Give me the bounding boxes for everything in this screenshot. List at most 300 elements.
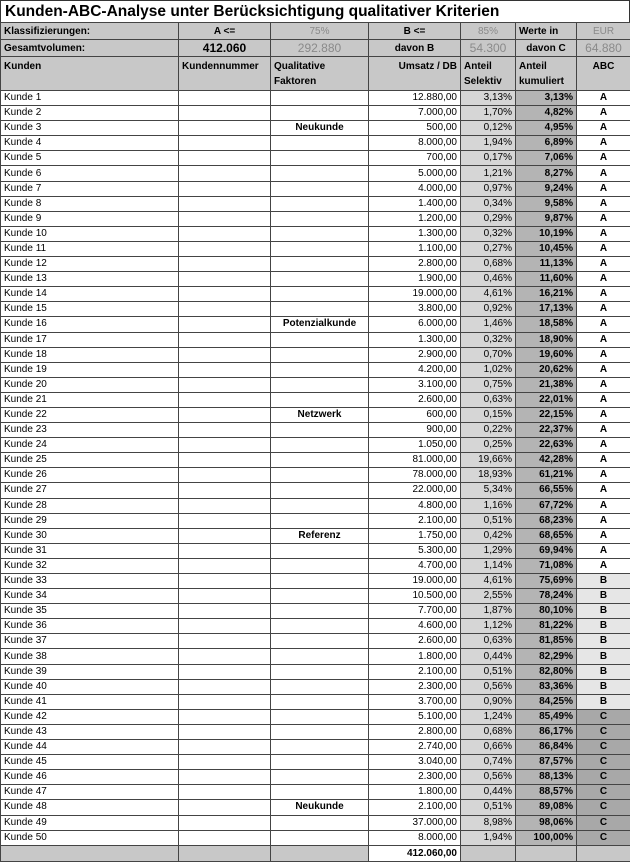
customer-name[interactable]: Kunde 16 <box>1 317 179 332</box>
customer-number[interactable] <box>179 423 271 438</box>
customer-number[interactable] <box>179 815 271 830</box>
revenue[interactable]: 4.000,00 <box>369 181 461 196</box>
table-row <box>1 166 630 181</box>
abc-class: A <box>577 513 630 528</box>
qualitative-factor[interactable] <box>271 589 369 604</box>
revenue[interactable]: 2.300,00 <box>369 770 461 785</box>
customer-name[interactable]: Kunde 34 <box>1 589 179 604</box>
revenue[interactable]: 2.300,00 <box>369 679 461 694</box>
qualitative-factor[interactable] <box>271 332 369 347</box>
share-selective: 1,16% <box>461 498 516 513</box>
revenue[interactable]: 7.700,00 <box>369 604 461 619</box>
revenue[interactable]: 78.000,00 <box>369 468 461 483</box>
qualitative-factor[interactable] <box>271 151 369 166</box>
share-selective: 0,97% <box>461 181 516 196</box>
qualitative-factor[interactable] <box>271 755 369 770</box>
revenue[interactable]: 500,00 <box>369 121 461 136</box>
customer-number[interactable] <box>179 634 271 649</box>
qualitative-factor[interactable] <box>271 483 369 498</box>
customer-name[interactable]: Kunde 44 <box>1 740 179 755</box>
revenue[interactable]: 5.300,00 <box>369 543 461 558</box>
customer-name[interactable]: Kunde 2 <box>1 106 179 121</box>
abc-class: A <box>577 226 630 241</box>
revenue[interactable]: 7.000,00 <box>369 106 461 121</box>
revenue[interactable]: 700,00 <box>369 151 461 166</box>
customer-name[interactable]: Kunde 10 <box>1 226 179 241</box>
qualitative-factor[interactable] <box>271 498 369 513</box>
col-cum-line1: Anteil <box>519 61 547 72</box>
customer-name[interactable]: Kunde 12 <box>1 257 179 272</box>
share-cumulative: 86,17% <box>516 724 577 739</box>
qualitative-factor[interactable] <box>271 664 369 679</box>
qualitative-factor[interactable] <box>271 241 369 256</box>
c-volume: 64.880 <box>577 40 630 57</box>
qualitative-factor[interactable] <box>271 558 369 573</box>
abc-class: A <box>577 453 630 468</box>
customer-number[interactable] <box>179 468 271 483</box>
customer-number[interactable] <box>179 724 271 739</box>
revenue[interactable]: 1.100,00 <box>369 241 461 256</box>
customer-name[interactable]: Kunde 46 <box>1 770 179 785</box>
share-cumulative: 11,13% <box>516 257 577 272</box>
customer-number[interactable] <box>179 272 271 287</box>
a-threshold-label: A <= <box>179 23 271 40</box>
share-cumulative: 81,85% <box>516 634 577 649</box>
share-cumulative: 81,22% <box>516 619 577 634</box>
table-row <box>1 785 630 800</box>
table-row <box>1 815 630 830</box>
customer-name[interactable]: Kunde 35 <box>1 604 179 619</box>
share-selective: 0,56% <box>461 770 516 785</box>
share-cumulative: 16,21% <box>516 287 577 302</box>
qualitative-factor[interactable] <box>271 438 369 453</box>
share-selective: 0,51% <box>461 664 516 679</box>
qualitative-factor[interactable] <box>271 513 369 528</box>
customer-number[interactable] <box>179 770 271 785</box>
customer-name[interactable]: Kunde 42 <box>1 709 179 724</box>
revenue[interactable]: 1.750,00 <box>369 528 461 543</box>
customer-name[interactable]: Kunde 3 <box>1 121 179 136</box>
share-selective: 0,15% <box>461 407 516 422</box>
table-row <box>1 709 630 724</box>
customer-number[interactable] <box>179 302 271 317</box>
qualitative-factor[interactable] <box>271 211 369 226</box>
customer-name[interactable]: Kunde 4 <box>1 136 179 151</box>
qualitative-factor[interactable]: Referenz <box>271 528 369 543</box>
abc-class: B <box>577 574 630 589</box>
revenue[interactable]: 2.600,00 <box>369 634 461 649</box>
customer-name[interactable]: Kunde 22 <box>1 407 179 422</box>
customer-number[interactable] <box>179 785 271 800</box>
share-cumulative: 61,21% <box>516 468 577 483</box>
qualitative-factor[interactable] <box>271 453 369 468</box>
share-cumulative: 66,55% <box>516 483 577 498</box>
share-cumulative: 22,01% <box>516 392 577 407</box>
customer-name[interactable]: Kunde 8 <box>1 196 179 211</box>
table-row <box>1 589 630 604</box>
qualitative-factor[interactable] <box>271 785 369 800</box>
share-cumulative: 68,65% <box>516 528 577 543</box>
customer-number[interactable] <box>179 332 271 347</box>
customer-name[interactable]: Kunde 13 <box>1 272 179 287</box>
customer-name[interactable]: Kunde 17 <box>1 332 179 347</box>
customer-name[interactable]: Kunde 40 <box>1 679 179 694</box>
qualitative-factor[interactable] <box>271 574 369 589</box>
qualitative-factor[interactable] <box>271 709 369 724</box>
abc-class: B <box>577 664 630 679</box>
qualitative-factor[interactable]: Potenzialkunde <box>271 317 369 332</box>
share-selective: 0,68% <box>461 724 516 739</box>
customer-name[interactable]: Kunde 45 <box>1 755 179 770</box>
revenue[interactable]: 6.000,00 <box>369 317 461 332</box>
share-selective: 0,92% <box>461 302 516 317</box>
customer-name[interactable]: Kunde 49 <box>1 815 179 830</box>
revenue[interactable]: 3.700,00 <box>369 694 461 709</box>
customer-number[interactable] <box>179 574 271 589</box>
customer-number[interactable] <box>179 619 271 634</box>
customer-name[interactable]: Kunde 47 <box>1 785 179 800</box>
revenue[interactable]: 4.200,00 <box>369 362 461 377</box>
share-selective: 1,70% <box>461 106 516 121</box>
customer-number[interactable] <box>179 558 271 573</box>
share-selective: 4,61% <box>461 287 516 302</box>
share-cumulative: 82,80% <box>516 664 577 679</box>
revenue[interactable]: 2.900,00 <box>369 347 461 362</box>
customer-name[interactable]: Kunde 32 <box>1 558 179 573</box>
customer-number[interactable] <box>179 151 271 166</box>
revenue[interactable]: 1.800,00 <box>369 649 461 664</box>
share-selective: 0,70% <box>461 347 516 362</box>
table-row <box>1 362 630 377</box>
customer-name[interactable]: Kunde 24 <box>1 438 179 453</box>
customer-number[interactable] <box>179 755 271 770</box>
customer-number[interactable] <box>179 136 271 151</box>
qualitative-factor[interactable]: Neukunde <box>271 121 369 136</box>
revenue[interactable]: 1.400,00 <box>369 196 461 211</box>
share-cumulative: 89,08% <box>516 800 577 815</box>
abc-class: A <box>577 317 630 332</box>
customer-number[interactable] <box>179 483 271 498</box>
share-cumulative: 3,13% <box>516 91 577 106</box>
qualitative-factor[interactable] <box>271 392 369 407</box>
revenue[interactable]: 8.000,00 <box>369 830 461 845</box>
customer-number[interactable] <box>179 226 271 241</box>
abc-class: A <box>577 483 630 498</box>
share-selective: 1,21% <box>461 166 516 181</box>
qualitative-factor[interactable] <box>271 136 369 151</box>
share-cumulative: 9,87% <box>516 211 577 226</box>
qualitative-factor[interactable] <box>271 649 369 664</box>
revenue[interactable]: 2.100,00 <box>369 664 461 679</box>
customer-number[interactable] <box>179 287 271 302</box>
qualitative-factor[interactable] <box>271 543 369 558</box>
qualitative-factor[interactable] <box>271 272 369 287</box>
qualitative-factor[interactable] <box>271 166 369 181</box>
qualitative-factor[interactable] <box>271 423 369 438</box>
customer-number[interactable] <box>179 664 271 679</box>
abc-class: A <box>577 121 630 136</box>
customer-number[interactable] <box>179 498 271 513</box>
customer-number[interactable] <box>179 589 271 604</box>
revenue[interactable]: 37.000,00 <box>369 815 461 830</box>
qualitative-factor[interactable] <box>271 619 369 634</box>
a-threshold-value[interactable]: 75% <box>271 23 369 40</box>
revenue[interactable]: 8.000,00 <box>369 136 461 151</box>
customer-number[interactable] <box>179 694 271 709</box>
revenue[interactable]: 2.600,00 <box>369 392 461 407</box>
qualitative-factor[interactable] <box>271 679 369 694</box>
customer-number[interactable] <box>179 257 271 272</box>
table-row <box>1 830 630 845</box>
customer-name[interactable]: Kunde 31 <box>1 543 179 558</box>
customer-name[interactable]: Kunde 48 <box>1 800 179 815</box>
abc-class: B <box>577 619 630 634</box>
qualitative-factor[interactable] <box>271 468 369 483</box>
revenue[interactable]: 3.800,00 <box>369 302 461 317</box>
customer-number[interactable] <box>179 528 271 543</box>
qualitative-factor[interactable] <box>271 604 369 619</box>
abc-class: B <box>577 604 630 619</box>
qualitative-factor[interactable] <box>271 815 369 830</box>
table-row <box>1 106 630 121</box>
abc-table <box>0 22 630 862</box>
revenue[interactable]: 1.050,00 <box>369 438 461 453</box>
qualitative-factor[interactable] <box>271 226 369 241</box>
col-cum-line2: kumuliert <box>519 76 565 87</box>
customer-name[interactable]: Kunde 26 <box>1 468 179 483</box>
qualitative-factor[interactable] <box>271 347 369 362</box>
customer-number[interactable] <box>179 513 271 528</box>
customer-name[interactable]: Kunde 9 <box>1 211 179 226</box>
revenue[interactable]: 1.300,00 <box>369 332 461 347</box>
customer-number[interactable] <box>179 211 271 226</box>
abc-class: C <box>577 724 630 739</box>
customer-number[interactable] <box>179 241 271 256</box>
revenue[interactable]: 2.100,00 <box>369 800 461 815</box>
customer-name[interactable]: Kunde 39 <box>1 664 179 679</box>
revenue[interactable]: 2.800,00 <box>369 724 461 739</box>
currency-value[interactable]: EUR <box>577 23 630 40</box>
share-cumulative: 75,69% <box>516 574 577 589</box>
col-abc: ABC <box>577 57 630 91</box>
revenue[interactable]: 5.100,00 <box>369 709 461 724</box>
customer-number[interactable] <box>179 830 271 845</box>
customer-name[interactable]: Kunde 29 <box>1 513 179 528</box>
customer-name[interactable]: Kunde 19 <box>1 362 179 377</box>
qualitative-factor[interactable] <box>271 830 369 845</box>
customer-number[interactable] <box>179 106 271 121</box>
customer-number[interactable] <box>179 91 271 106</box>
b-threshold-value[interactable]: 85% <box>461 23 516 40</box>
qualitative-factor[interactable]: Netzwerk <box>271 407 369 422</box>
customer-name[interactable]: Kunde 38 <box>1 649 179 664</box>
share-cumulative: 9,58% <box>516 196 577 211</box>
qualitative-factor[interactable] <box>271 740 369 755</box>
revenue[interactable]: 1.300,00 <box>369 226 461 241</box>
qualitative-factor[interactable] <box>271 287 369 302</box>
customer-number[interactable] <box>179 453 271 468</box>
share-cumulative: 6,89% <box>516 136 577 151</box>
table-row <box>1 558 630 573</box>
share-selective: 0,22% <box>461 423 516 438</box>
share-cumulative: 20,62% <box>516 362 577 377</box>
customer-name[interactable]: Kunde 1 <box>1 91 179 106</box>
customer-name[interactable]: Kunde 41 <box>1 694 179 709</box>
customer-name[interactable]: Kunde 7 <box>1 181 179 196</box>
qualitative-factor[interactable] <box>271 302 369 317</box>
abc-class: B <box>577 679 630 694</box>
share-cumulative: 4,82% <box>516 106 577 121</box>
table-row <box>1 453 630 468</box>
col-umsatz: Umsatz / DB <box>369 57 461 91</box>
share-cumulative: 78,24% <box>516 589 577 604</box>
revenue[interactable]: 2.100,00 <box>369 513 461 528</box>
abc-class: A <box>577 528 630 543</box>
customer-number[interactable] <box>179 800 271 815</box>
revenue[interactable]: 4.700,00 <box>369 558 461 573</box>
revenue[interactable]: 12.880,00 <box>369 91 461 106</box>
table-row <box>1 619 630 634</box>
revenue[interactable]: 1.900,00 <box>369 272 461 287</box>
share-selective: 0,46% <box>461 272 516 287</box>
abc-class: C <box>577 709 630 724</box>
revenue[interactable]: 3.100,00 <box>369 377 461 392</box>
revenue[interactable]: 3.040,00 <box>369 755 461 770</box>
customer-number[interactable] <box>179 121 271 136</box>
revenue[interactable]: 1.200,00 <box>369 211 461 226</box>
table-row <box>1 574 630 589</box>
qualitative-factor[interactable] <box>271 91 369 106</box>
share-selective: 0,29% <box>461 211 516 226</box>
customer-name[interactable]: Kunde 36 <box>1 619 179 634</box>
revenue[interactable]: 900,00 <box>369 423 461 438</box>
customer-name[interactable]: Kunde 27 <box>1 483 179 498</box>
qualitative-factor[interactable] <box>271 196 369 211</box>
customer-number[interactable] <box>179 543 271 558</box>
customer-number[interactable] <box>179 407 271 422</box>
revenue[interactable]: 81.000,00 <box>369 453 461 468</box>
table-row <box>1 241 630 256</box>
revenue[interactable]: 1.800,00 <box>369 785 461 800</box>
revenue[interactable]: 19.000,00 <box>369 574 461 589</box>
qualitative-factor[interactable] <box>271 181 369 196</box>
table-row <box>1 740 630 755</box>
abc-class: B <box>577 694 630 709</box>
share-cumulative: 22,63% <box>516 438 577 453</box>
share-cumulative: 9,24% <box>516 181 577 196</box>
customer-name[interactable]: Kunde 15 <box>1 302 179 317</box>
customer-name[interactable]: Kunde 14 <box>1 287 179 302</box>
customer-number[interactable] <box>179 166 271 181</box>
currency-label: Werte in <box>516 23 577 40</box>
customer-number[interactable] <box>179 392 271 407</box>
customer-name[interactable]: Kunde 11 <box>1 241 179 256</box>
customer-number[interactable] <box>179 709 271 724</box>
customer-number[interactable] <box>179 740 271 755</box>
abc-class: A <box>577 166 630 181</box>
table-row <box>1 724 630 739</box>
share-cumulative: 71,08% <box>516 558 577 573</box>
customer-number[interactable] <box>179 604 271 619</box>
customer-name[interactable]: Kunde 33 <box>1 574 179 589</box>
col-sel-line1: Anteil <box>464 61 492 72</box>
qualitative-factor[interactable] <box>271 257 369 272</box>
revenue[interactable]: 19.000,00 <box>369 287 461 302</box>
qualitative-factor[interactable] <box>271 724 369 739</box>
qualitative-factor[interactable] <box>271 634 369 649</box>
abc-class: A <box>577 332 630 347</box>
share-selective: 1,12% <box>461 619 516 634</box>
abc-class: A <box>577 241 630 256</box>
abc-class: A <box>577 362 630 377</box>
customer-name[interactable]: Kunde 23 <box>1 423 179 438</box>
revenue[interactable]: 600,00 <box>369 407 461 422</box>
customer-name[interactable]: Kunde 37 <box>1 634 179 649</box>
customer-name[interactable]: Kunde 28 <box>1 498 179 513</box>
share-selective: 0,34% <box>461 196 516 211</box>
customer-name[interactable]: Kunde 18 <box>1 347 179 362</box>
revenue[interactable]: 10.500,00 <box>369 589 461 604</box>
customer-number[interactable] <box>179 362 271 377</box>
customer-number[interactable] <box>179 649 271 664</box>
col-sel-line2: Selektiv <box>464 76 502 87</box>
qualitative-factor[interactable] <box>271 106 369 121</box>
share-selective: 0,56% <box>461 679 516 694</box>
revenue[interactable]: 5.000,00 <box>369 166 461 181</box>
total-empty <box>179 845 271 861</box>
customer-number[interactable] <box>179 196 271 211</box>
revenue[interactable]: 4.600,00 <box>369 619 461 634</box>
qualitative-factor[interactable] <box>271 694 369 709</box>
share-cumulative: 88,13% <box>516 770 577 785</box>
qualitative-factor[interactable] <box>271 362 369 377</box>
table-row <box>1 513 630 528</box>
abc-class: A <box>577 196 630 211</box>
revenue[interactable]: 2.800,00 <box>369 257 461 272</box>
customer-name[interactable]: Kunde 43 <box>1 724 179 739</box>
customer-number[interactable] <box>179 347 271 362</box>
share-cumulative: 67,72% <box>516 498 577 513</box>
customer-name[interactable]: Kunde 50 <box>1 830 179 845</box>
share-selective: 1,46% <box>461 317 516 332</box>
customer-name[interactable]: Kunde 20 <box>1 377 179 392</box>
customer-name[interactable]: Kunde 6 <box>1 166 179 181</box>
customer-number[interactable] <box>179 317 271 332</box>
customer-name[interactable]: Kunde 25 <box>1 453 179 468</box>
qualitative-factor[interactable]: Neukunde <box>271 800 369 815</box>
share-cumulative: 98,06% <box>516 815 577 830</box>
table-row <box>1 498 630 513</box>
revenue[interactable]: 4.800,00 <box>369 498 461 513</box>
revenue[interactable]: 22.000,00 <box>369 483 461 498</box>
customer-number[interactable] <box>179 679 271 694</box>
customer-name[interactable]: Kunde 21 <box>1 392 179 407</box>
table-row <box>1 438 630 453</box>
col-kundennummer: Kundennummer <box>179 57 271 91</box>
customer-number[interactable] <box>179 377 271 392</box>
qualitative-factor[interactable] <box>271 770 369 785</box>
table-row <box>1 347 630 362</box>
table-row <box>1 664 630 679</box>
customer-name[interactable]: Kunde 30 <box>1 528 179 543</box>
share-selective: 3,13% <box>461 91 516 106</box>
customer-name[interactable]: Kunde 5 <box>1 151 179 166</box>
revenue[interactable]: 2.740,00 <box>369 740 461 755</box>
customer-number[interactable] <box>179 438 271 453</box>
qualitative-factor[interactable] <box>271 377 369 392</box>
table-row <box>1 392 630 407</box>
customer-number[interactable] <box>179 181 271 196</box>
